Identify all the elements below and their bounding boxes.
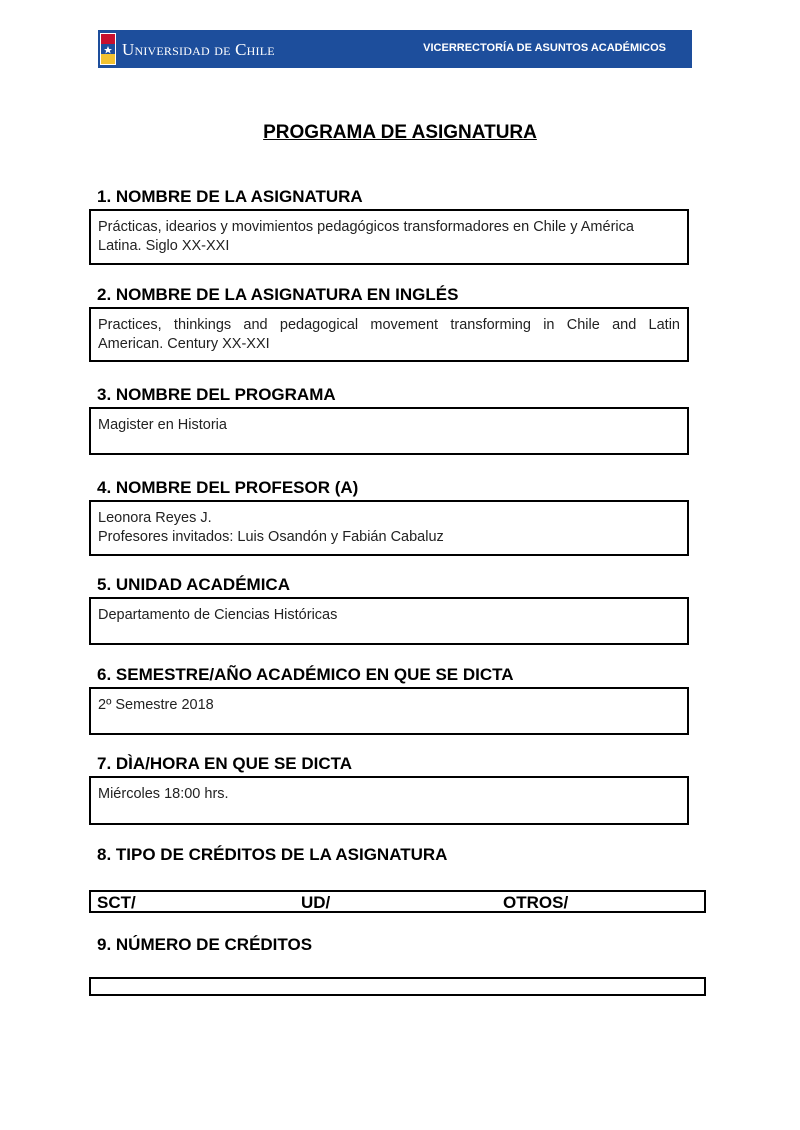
section-7-line-1: Miércoles 18:00 hrs. xyxy=(98,786,229,802)
university-crest-icon xyxy=(100,33,116,65)
section-1-title: 1. NOMBRE DE LA ASIGNATURA xyxy=(97,187,363,206)
office-name: VICERRECTORÍA DE ASUNTOS ACADÉMICOS xyxy=(423,42,666,54)
section-2-title: 2. NOMBRE DE LA ASIGNATURA EN INGLÉS xyxy=(97,285,459,304)
section-7-title: 7. DÌA/HORA EN QUE SE DICTA xyxy=(97,754,353,773)
section-3-line-1: Magister en Historia xyxy=(98,417,227,433)
section-2-line-1: Practices, thinkings and pedagogical movement transforming in Chile and Latin xyxy=(98,317,680,333)
section-5-box xyxy=(89,597,689,645)
section-7-box xyxy=(89,776,689,825)
section-8-title: 8. TIPO DE CRÉDITOS DE LA ASIGNATURA xyxy=(97,845,448,864)
section-5-line-1: Departamento de Ciencias Históricas xyxy=(98,607,338,623)
section-1-line-2: Latina. Siglo XX-XXI xyxy=(98,238,230,254)
credit-type-ud: UD/ xyxy=(301,893,331,912)
section-1-line-1: Prácticas, idearios y movimientos pedagógicos transformadores en Chile y América xyxy=(98,219,634,235)
section-2-box xyxy=(89,307,689,362)
credit-type-otros: OTROS/ xyxy=(503,893,569,912)
section-4-box xyxy=(89,500,689,556)
section-6-title: 6. SEMESTRE/AÑO ACADÉMICO EN QUE SE DICTA xyxy=(97,665,514,684)
credit-type-sct: SCT/ xyxy=(97,893,136,912)
section-5-title: 5. UNIDAD ACADÉMICA xyxy=(97,575,290,594)
credit-type-row xyxy=(89,890,706,913)
university-name: Universidad de Chile xyxy=(122,40,275,59)
page-title: PROGRAMA DE ASIGNATURA xyxy=(263,122,537,143)
section-3-box xyxy=(89,407,689,455)
section-6-box xyxy=(89,687,689,735)
section-1-box xyxy=(89,209,689,265)
section-4-line-1: Leonora Reyes J. xyxy=(98,510,212,526)
header-banner xyxy=(98,30,692,68)
credit-number-box xyxy=(89,977,706,996)
section-4-title: 4. NOMBRE DEL PROFESOR (A) xyxy=(97,478,359,497)
section-2-line-2: American. Century XX-XXI xyxy=(98,336,270,352)
section-3-title: 3. NOMBRE DEL PROGRAMA xyxy=(97,385,336,404)
section-9-title: 9. NÚMERO DE CRÉDITOS xyxy=(97,935,313,954)
section-4-line-2: Profesores invitados: Luis Osandón y Fabián Cabaluz xyxy=(98,529,444,545)
section-6-line-1: 2º Semestre 2018 xyxy=(98,697,214,713)
